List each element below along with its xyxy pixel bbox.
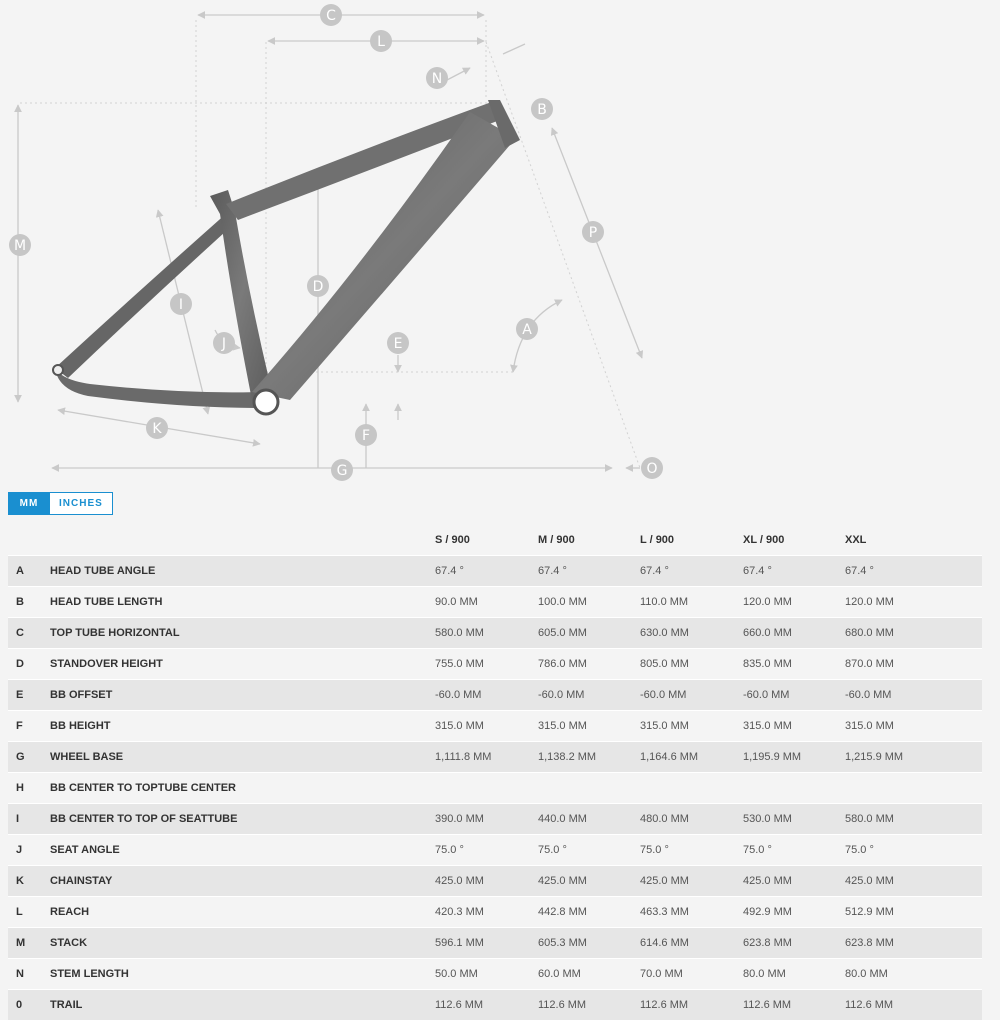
row-value: 315.0 MM [640,720,689,732]
row-value: 463.3 MM [640,906,689,918]
table-row [8,803,982,834]
row-value: 425.0 MM [435,875,484,887]
row-measurement-name: BB CENTER TO TOPTUBE CENTER [50,782,236,794]
row-measurement-name: TRAIL [50,999,83,1011]
row-measurement-name: BB CENTER TO TOP OF SEATTUBE [50,813,238,825]
row-value: 580.0 MM [845,813,894,825]
marker-l [370,30,392,52]
row-value: 315.0 MM [435,720,484,732]
row-value: 90.0 MM [435,596,478,608]
row-value: 1,111.8 MM [435,751,492,763]
geometry-table [8,525,982,1020]
marker-f [355,424,377,446]
row-letter: H [16,782,24,794]
row-measurement-name: HEAD TUBE ANGLE [50,565,156,577]
marker-n [426,67,448,89]
row-value: 60.0 MM [538,968,581,980]
row-value: 623.8 MM [845,937,894,949]
row-letter: M [16,937,26,949]
marker-i [170,293,192,315]
row-value: 112.6 MM [435,999,484,1011]
row-value: 110.0 MM [640,596,689,608]
row-value: 315.0 MM [845,720,894,732]
row-value: 425.0 MM [845,875,894,887]
row-value: -60.0 MM [640,689,687,701]
row-value: 1,215.9 MM [845,751,904,763]
table-row [8,834,982,865]
row-measurement-name: WHEEL BASE [50,751,124,763]
marker-j [213,332,235,354]
table-row [8,741,982,772]
row-value: 755.0 MM [435,658,484,670]
table-row [8,896,982,927]
table-row [8,555,982,586]
table-row [8,958,982,989]
row-value: -60.0 MM [538,689,585,701]
row-value: 442.8 MM [538,906,587,918]
row-value: 67.4 ° [538,565,567,577]
units-mm-button[interactable]: MM [8,492,50,515]
row-value: 67.4 ° [435,565,464,577]
size-header: S / 900 [435,534,470,546]
row-value: 605.3 MM [538,937,587,949]
row-value: 835.0 MM [743,658,792,670]
marker-b [531,98,553,120]
row-letter: G [16,751,25,763]
row-value: 112.6 MM [845,999,894,1011]
marker-e [387,332,409,354]
svg-text:A: A [522,322,532,338]
row-value: 623.8 MM [743,937,792,949]
row-measurement-name: REACH [50,906,90,918]
units-inches-button[interactable]: INCHES [50,492,113,515]
row-letter: J [16,844,23,856]
size-header: L / 900 [640,534,675,546]
row-letter: F [16,720,23,732]
row-value: 120.0 MM [743,596,792,608]
row-value: 440.0 MM [538,813,587,825]
svg-text:I: I [178,297,184,313]
row-measurement-name: TOP TUBE HORIZONTAL [50,627,180,639]
row-value: 580.0 MM [435,627,484,639]
row-value: 390.0 MM [435,813,484,825]
table-body [8,555,982,1020]
row-letter: A [16,565,24,577]
table-row [8,679,982,710]
row-value: 680.0 MM [845,627,894,639]
row-value: 480.0 MM [640,813,689,825]
row-value: 805.0 MM [640,658,689,670]
table-row [8,617,982,648]
svg-text:C: C [326,8,336,24]
row-value: 1,195.9 MM [743,751,802,763]
table-row [8,586,982,617]
svg-text:F: F [361,428,371,444]
marker-m [9,234,31,256]
row-value: 70.0 MM [640,968,683,980]
svg-text:L: L [377,34,385,50]
frame-geometry-diagram [0,0,1000,488]
row-measurement-name: BB OFFSET [50,689,113,701]
svg-text:M: M [13,238,27,254]
row-measurement-name: STACK [50,937,88,949]
marker-g [331,459,353,481]
svg-text:E: E [393,336,403,352]
row-value: 80.0 MM [845,968,888,980]
row-letter: L [16,906,23,918]
marker-o [641,457,663,479]
table-row [8,772,982,803]
svg-text:P: P [588,225,598,241]
row-value: 605.0 MM [538,627,587,639]
row-value: 786.0 MM [538,658,587,670]
marker-c [320,4,342,26]
row-measurement-name: CHAINSTAY [50,875,113,887]
svg-text:K: K [152,421,162,437]
marker-d [307,275,329,297]
row-value: 1,138.2 MM [538,751,597,763]
row-value: 100.0 MM [538,596,587,608]
row-value: 425.0 MM [743,875,792,887]
row-letter: 0 [16,999,23,1011]
row-letter: E [16,689,24,701]
row-value: 75.0 ° [743,844,772,856]
reference-lines [20,20,640,468]
table-row [8,927,982,958]
row-value: 75.0 ° [435,844,464,856]
row-value: 50.0 MM [435,968,478,980]
row-value: 67.4 ° [743,565,772,577]
svg-text:O: O [646,461,658,477]
row-value: -60.0 MM [845,689,892,701]
row-letter: B [16,596,24,608]
row-value: 67.4 ° [640,565,669,577]
row-measurement-name: SEAT ANGLE [50,844,120,856]
marker-p [582,221,604,243]
row-value: 315.0 MM [538,720,587,732]
row-value: 420.3 MM [435,906,484,918]
row-value: 112.6 MM [743,999,792,1011]
marker-a [516,318,538,340]
row-value: 120.0 MM [845,596,894,608]
row-measurement-name: BB HEIGHT [50,720,111,732]
row-value: 75.0 ° [845,844,874,856]
size-header: XXL [845,534,867,546]
row-value: -60.0 MM [435,689,482,701]
marker-k [146,417,168,439]
row-measurement-name: STEM LENGTH [50,968,129,980]
row-value: 112.6 MM [538,999,587,1011]
table-row [8,710,982,741]
row-letter: C [16,627,24,639]
table-row [8,989,982,1020]
row-value: 492.9 MM [743,906,792,918]
row-letter: D [16,658,24,670]
row-value: 112.6 MM [640,999,689,1011]
row-value: 315.0 MM [743,720,792,732]
row-value: 75.0 ° [640,844,669,856]
row-measurement-name: HEAD TUBE LENGTH [50,596,163,608]
row-value: -60.0 MM [743,689,790,701]
row-value: 870.0 MM [845,658,894,670]
row-value: 1,164.6 MM [640,751,699,763]
row-letter: K [16,875,24,887]
row-letter: N [16,968,24,980]
svg-text:J: J [221,336,227,352]
row-value: 425.0 MM [640,875,689,887]
row-letter: I [16,813,20,825]
table-row [8,648,982,679]
row-measurement-name: STANDOVER HEIGHT [50,658,163,670]
row-value: 630.0 MM [640,627,689,639]
svg-text:B: B [537,102,547,118]
row-value: 614.6 MM [640,937,689,949]
row-value: 512.9 MM [845,906,894,918]
bike-frame [53,100,520,414]
dimension-lines [18,15,642,468]
table-header-row [8,525,982,555]
unit-toggle [8,492,113,515]
svg-text:N: N [431,71,443,87]
table-row [8,865,982,896]
row-value: 425.0 MM [538,875,587,887]
row-value: 75.0 ° [538,844,567,856]
row-value: 660.0 MM [743,627,792,639]
row-value: 530.0 MM [743,813,792,825]
row-value: 67.4 ° [845,565,874,577]
size-header: XL / 900 [743,534,785,546]
svg-text:G: G [336,463,348,479]
svg-text:D: D [312,279,324,295]
row-value: 596.1 MM [435,937,484,949]
size-header: M / 900 [538,534,575,546]
row-value: 80.0 MM [743,968,786,980]
